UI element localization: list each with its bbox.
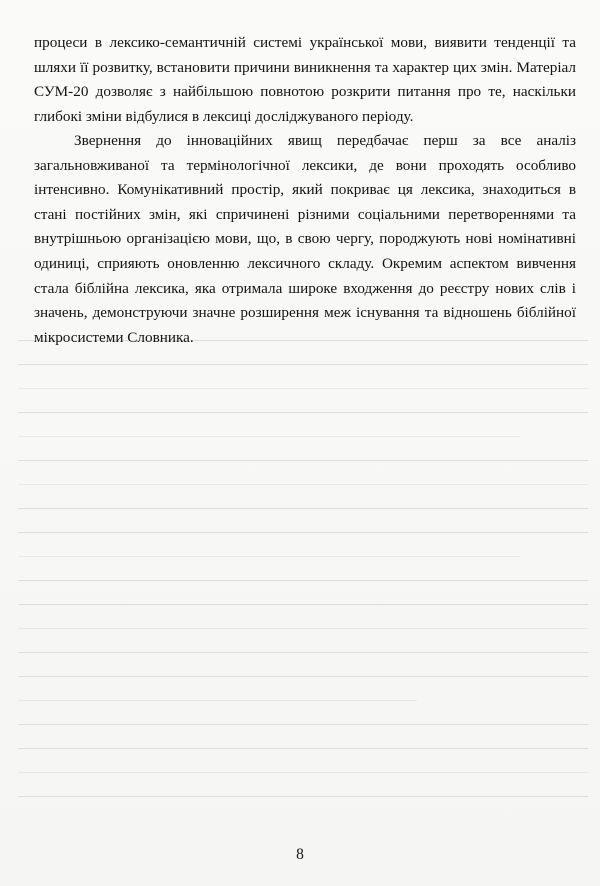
page-number: 8 bbox=[296, 846, 304, 863]
paragraph-innovations: Звернення до інноваційних явищ передбачає перш за все аналіз загальновживаної та термінологічної лексики, де вони проходять особливо інтенсивно. Комунікативний простір, який покриває ця лексика, знаходиться в стані постійних змін, які спричинені різними соціальними перетвореннями та внутрішньою організацією мови, що, в свою чергу, породжують нові номінативні одиниці, сприяють оновленню лексичного складу. Окремим аспектом вивчення стала біблійна лексика, яка отримала широке входження до реєстру нових слів і значень, демонструючи значне розширення меж існування та відношень біблійної мікросистеми Словника. bbox=[34, 132, 576, 346]
paragraph-continuation: процеси в лексико-семантичній системі української мови, виявити тенденції та шляхи її розвитку, встановити причини виникнення та характер цих змін. Матеріал СУМ-20 дозволяє з найбільшою повнотою розкрити питання про те, наскільки глибокі зміни відбулися в лексиці досліджуваного періоду. bbox=[34, 34, 576, 125]
reverse-side-bleed-through bbox=[18, 340, 588, 830]
